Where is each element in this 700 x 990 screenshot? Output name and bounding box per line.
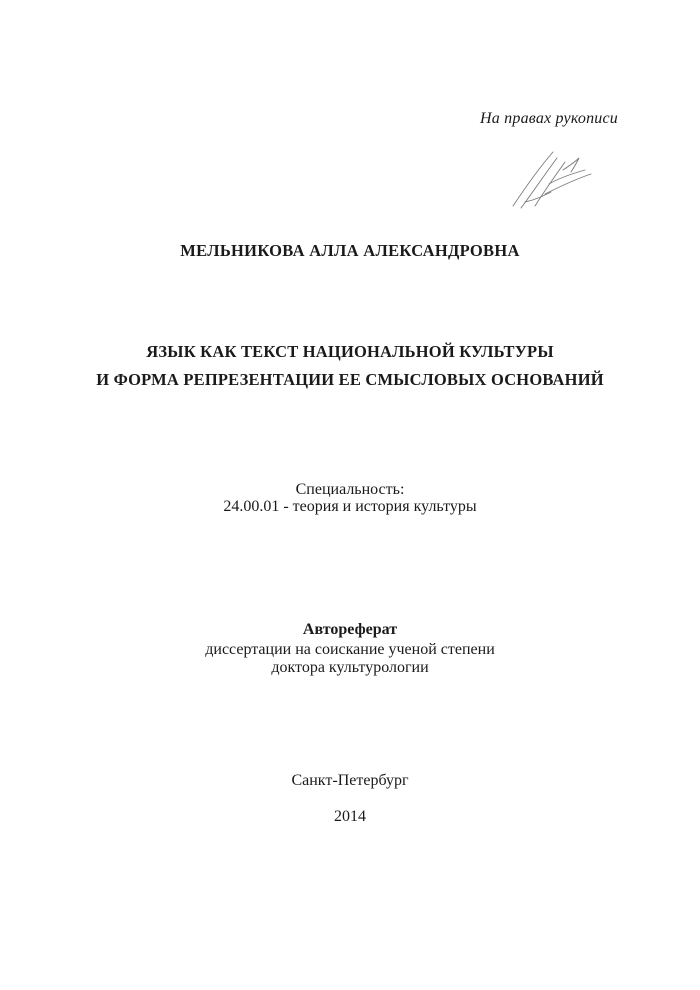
author-name: МЕЛЬНИКОВА АЛЛА АЛЕКСАНДРОВНА <box>180 241 520 260</box>
dissertation-title-line-2: И ФОРМА РЕПРЕЗЕНТАЦИИ ЕЕ СМЫСЛОВЫХ ОСНОВАНИЙ <box>96 370 604 389</box>
abstract-heading: Автореферат <box>302 621 398 638</box>
abstract-line-1: диссертации на соискание ученой степени <box>205 641 495 658</box>
handwritten-signature <box>505 148 595 218</box>
specialty-value: 24.00.01 - теория и история культуры <box>223 498 477 515</box>
dissertation-title-line-1: ЯЗЫК КАК ТЕКСТ НАЦИОНАЛЬНОЙ КУЛЬТУРЫ <box>146 342 554 361</box>
city: Санкт-Петербург <box>291 772 409 789</box>
year: 2014 <box>334 808 366 825</box>
specialty-label: Специальность: <box>295 481 405 498</box>
abstract-line-2: доктора культурологии <box>271 659 429 676</box>
rights-note: На правах рукописи <box>480 110 618 127</box>
